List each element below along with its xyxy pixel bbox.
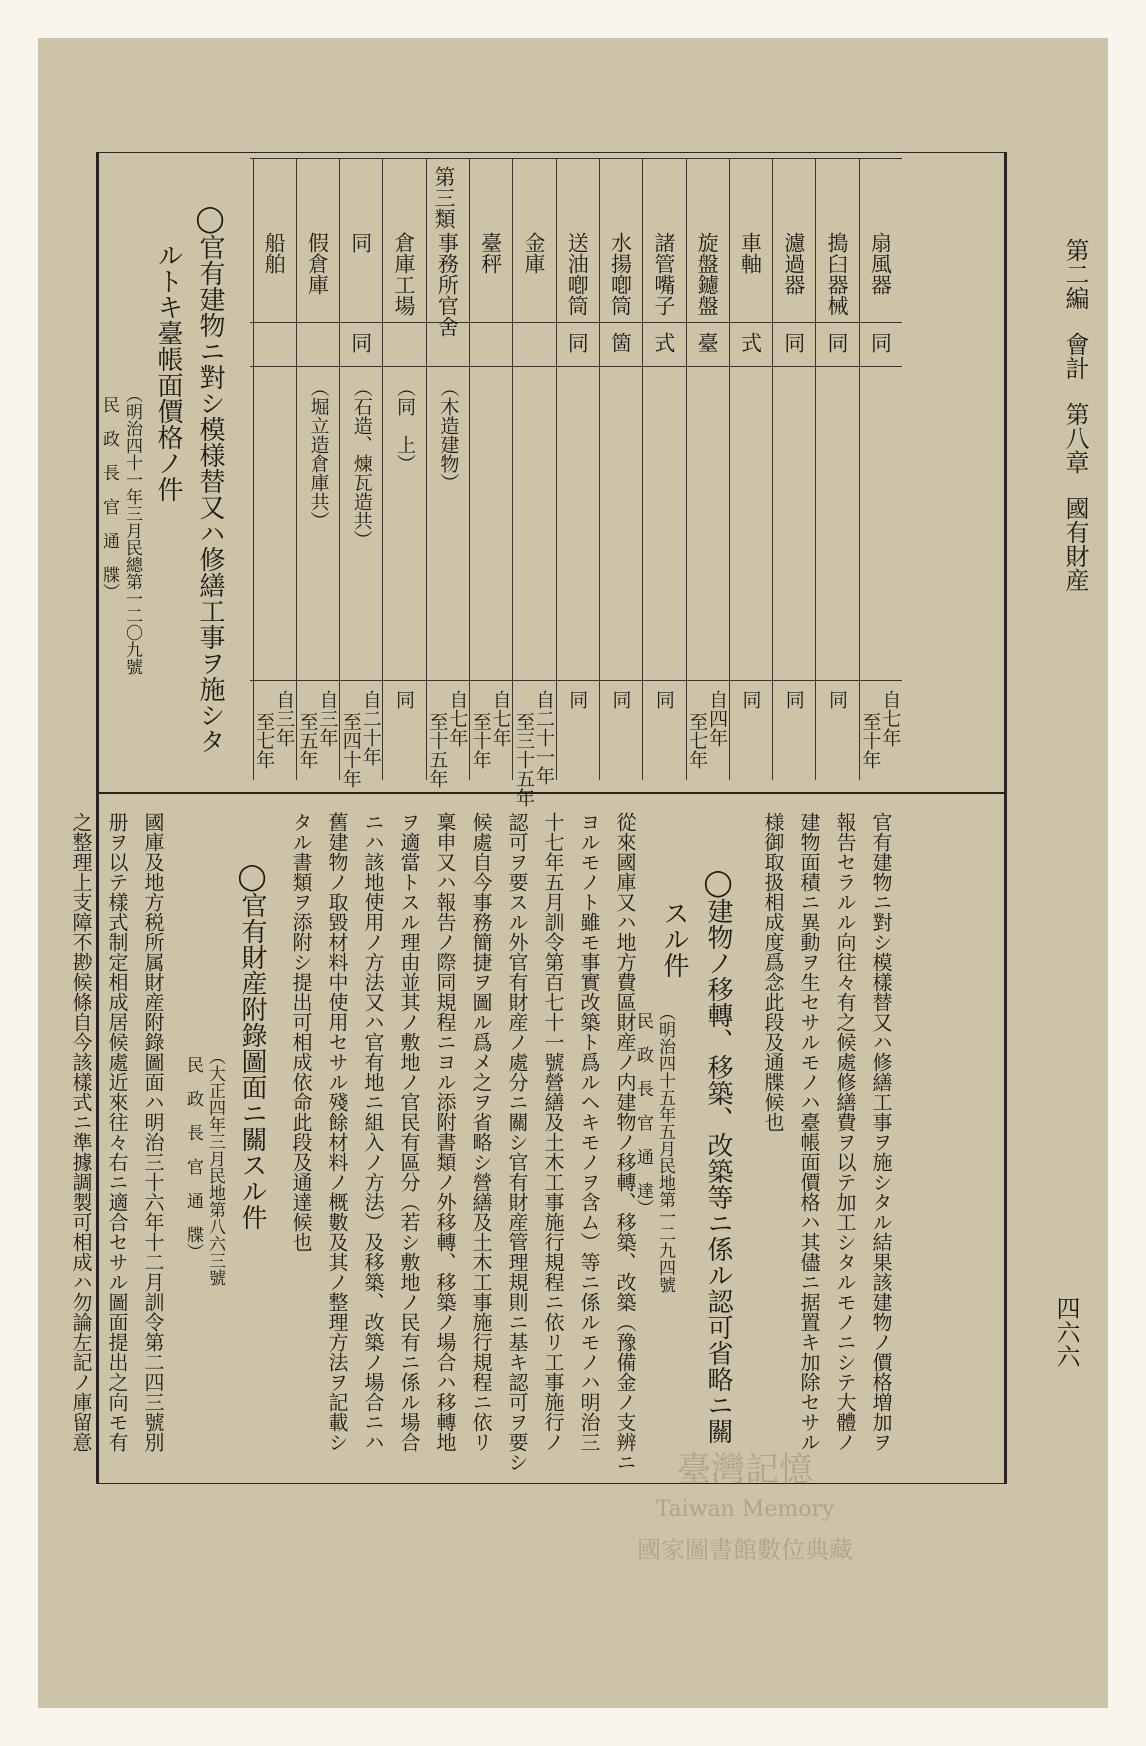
table-item-period: 至十年 [859,712,882,769]
notice3-note1: （大正四年三月民地第八六三號 [205,1048,225,1286]
notice2-title-line2: スル件 [659,900,689,978]
table-item-unit: 同 [565,332,590,353]
table-column-rule [253,158,254,780]
table-item-name: 事務所官舍 [435,232,460,337]
table-item-name: 倉庫工場 [392,232,417,316]
table-item-unit: 箇 [608,332,633,353]
table-item-period: 至七年 [253,712,276,769]
header-subsection: 國有財産 [1061,496,1089,592]
table-item-unit: 同 [868,332,893,353]
notice3-title: ◯官有財産附錄圖面ニ關スル件 [237,862,267,1230]
notice2-note2: 民 政 長 官 通 達） [633,1012,653,1216]
table-column-rule [772,158,773,780]
table-item-unit: 同 [781,332,806,353]
table-item-period: 至五年 [296,712,319,769]
table-item-name: 臺秤 [478,232,503,274]
table-item-unit: 臺 [695,332,720,353]
section-divider [96,792,1005,794]
table-item-name: 假倉庫 [305,232,330,295]
table-item-period: 同 [609,690,632,709]
table-item-note: （石造、煉瓦造共） [350,378,373,549]
table-top-rule [250,158,902,159]
table-column-rule [599,158,600,780]
table-item-name: 濾過器 [781,232,806,295]
table-column-rule [382,158,383,780]
table-column-rule [339,158,340,780]
table-column-rule [512,158,513,780]
watermark-line1: 臺灣記憶 [677,1450,813,1490]
table-item-period: 至十年 [469,712,492,769]
notice1-title-line2: ルトキ臺帳面價格ノ件 [153,242,183,502]
running-header [1062,238,1088,592]
paragraph2-line: ニハ該地使用ノ方法又ハ官有地ニ組入ノ方法）及移築、改築ノ場合ニハ [361,812,385,1452]
notice3-note2: 民 政 長 官 通 牒） [183,1056,203,1260]
watermark-line2: Taiwan Memory [655,1497,835,1522]
paragraph3-line: 國庫及地方税所属財産附錄圖面ハ明治三十六年十二月訓令第二四三號別 [141,812,165,1452]
table-column-rule [815,158,816,780]
notice2-note1: （明治四十五年五月民地第一二九四號 [655,1004,675,1293]
paragraph1-line: 様御取扱相成度爲念此段及通牒候也 [761,812,785,1132]
watermark-line3: 國家圖書館數位典藏 [637,1536,853,1564]
notice1-note1: （明治四十一年三月民總第一二〇九號 [122,386,142,675]
paragraph2-line: 認可ヲ要スル外官有財産ノ處分ニ關シ官有財産管理規則ニ基キ認可ヲ要シ [505,812,529,1472]
table-name-rule [250,322,902,323]
table-item-period: 自四年 [706,690,729,747]
table-item-period: 至四十年 [339,712,362,788]
table-item-period: 自七年 [879,690,902,747]
table-item-note: （堀立造倉庫共） [307,378,330,530]
table-item-name: 旋盤鑢盤 [695,232,720,316]
notice1-note2: 民 政 長 官 通 牒） [99,396,119,600]
header-book: 第二編 [1061,238,1089,310]
paragraph1-line: 建物面積ニ異動ヲ生セサルモノハ臺帳面價格ハ其儘ニ据置キ加除セサル [797,812,821,1452]
paragraph1-line: 官有建物ニ對シ模樣替又ハ修繕工事ヲ施シタル結果該建物ノ價格増加ヲ [869,812,893,1452]
table-item-period: 自七年 [489,690,512,747]
table-column-rule [686,158,687,780]
table-item-unit: 同 [348,332,373,353]
category-label: 第三類 [432,166,456,229]
table-item-name: 搗臼器械 [825,232,850,316]
table-item-period: 至十五年 [426,712,449,788]
table-column-rule [729,158,730,780]
header-chapter: 會計 [1061,332,1089,380]
table-item-period: 至七年 [686,712,709,769]
table-column-rule [642,158,643,780]
table-item-period: 自二十一年 [532,690,555,785]
table-item-note: （同 上） [394,378,417,473]
table-item-period: 自二十年 [359,690,382,766]
table-item-period: 同 [566,690,589,709]
table-item-name: 諸管嘴子 [651,232,676,316]
table-item-name: 扇風器 [868,232,893,295]
table-column-rule [469,158,470,780]
table-item-name: 車軸 [738,232,763,274]
table-item-period: 自七年 [446,690,469,747]
paragraph2-line: 候處自今事務簡捷ヲ圖ル爲メ之ヲ省略シ營繕及土木工事施行規程ニ依リ [469,812,493,1452]
table-unit-rule [250,366,902,367]
paragraph2-line: ヨルモノト雖モ事實改築ト爲ルヘキモノヲ含ム）等ニ係ルモノハ明治三 [577,812,601,1452]
table-item-period: 同 [393,690,416,709]
table-item-name: 送油喞筒 [565,232,590,316]
table-column-rule [859,158,860,780]
table-item-name: 水揚喞筒 [608,232,633,316]
table-item-period: 同 [739,690,762,709]
table-item-period: 同 [652,690,675,709]
table-column-rule [426,158,427,780]
paragraph2-line: 稟申又ハ報告ノ際同規程ニヨル添附書類ノ外移轉、移築ノ場合ハ移轉地 [433,812,457,1452]
table-item-period: 自三年 [316,690,339,747]
watermark [510,1450,980,1570]
paragraph2-line: 舊建物ノ取毀材料中使用セサル殘餘材料ノ概數及其ノ整理方法ヲ記載シ [325,812,349,1452]
table-item-name: 金庫 [521,232,546,274]
paragraph2-line: ヲ適當トスル理由並其ノ敷地ノ官民有區分（若シ敷地ノ民有ニ係ル場合 [397,812,421,1452]
table-item-name: 同 [348,232,373,253]
table-item-period: 至三十五年 [512,712,535,807]
notice1-title-line1: ◯官有建物ニ對シ模様替又ハ修繕工事ヲ施シタ [195,204,225,754]
table-column-rule [296,158,297,780]
page-number: 四六六 [1052,1296,1080,1368]
paragraph1-line: 報告セラルル向往々有之候處修繕費ヲ以テ加工シタルモノニシテ大體ノ [833,812,857,1452]
table-item-unit: 式 [651,332,676,353]
table-item-unit: 式 [738,332,763,353]
paragraph3-line: 之整理上支障不尠候條自今該樣式ニ準據調製可相成ハ勿論左記ノ庫留意 [69,812,93,1452]
paragraph3-line: 册ヲ以テ樣式制定相成居候處近來往々右ニ適合セサル圖面提出之向モ有 [105,812,129,1452]
table-item-period: 自三年 [273,690,296,747]
paragraph2-line: 從來國庫又ハ地方費區財産ノ内建物ノ移轉、移築、改築（豫備金ノ支辨ニ [613,812,637,1472]
table-item-period: 同 [782,690,805,709]
table-item-unit: 同 [825,332,850,353]
table-item-period: 同 [826,690,849,709]
paragraph2-line: タル書類ヲ添附シ提出可相成依命此段及通達候也 [289,812,313,1252]
notice2-title-line1: ◯建物ノ移轉、移築、改築等ニ係ル認可省略ニ關 [703,868,733,1444]
paragraph2-line: 十七年五月訓令第百七十一號營繕及土木工事施行規程ニ依リ工事施行ノ [541,812,565,1452]
table-item-note: （木造建物） [437,378,460,492]
table-item-name: 船舶 [262,232,287,274]
table-period-rule [250,680,902,681]
header-section: 第八章 [1061,402,1089,474]
table-column-rule [556,158,557,780]
